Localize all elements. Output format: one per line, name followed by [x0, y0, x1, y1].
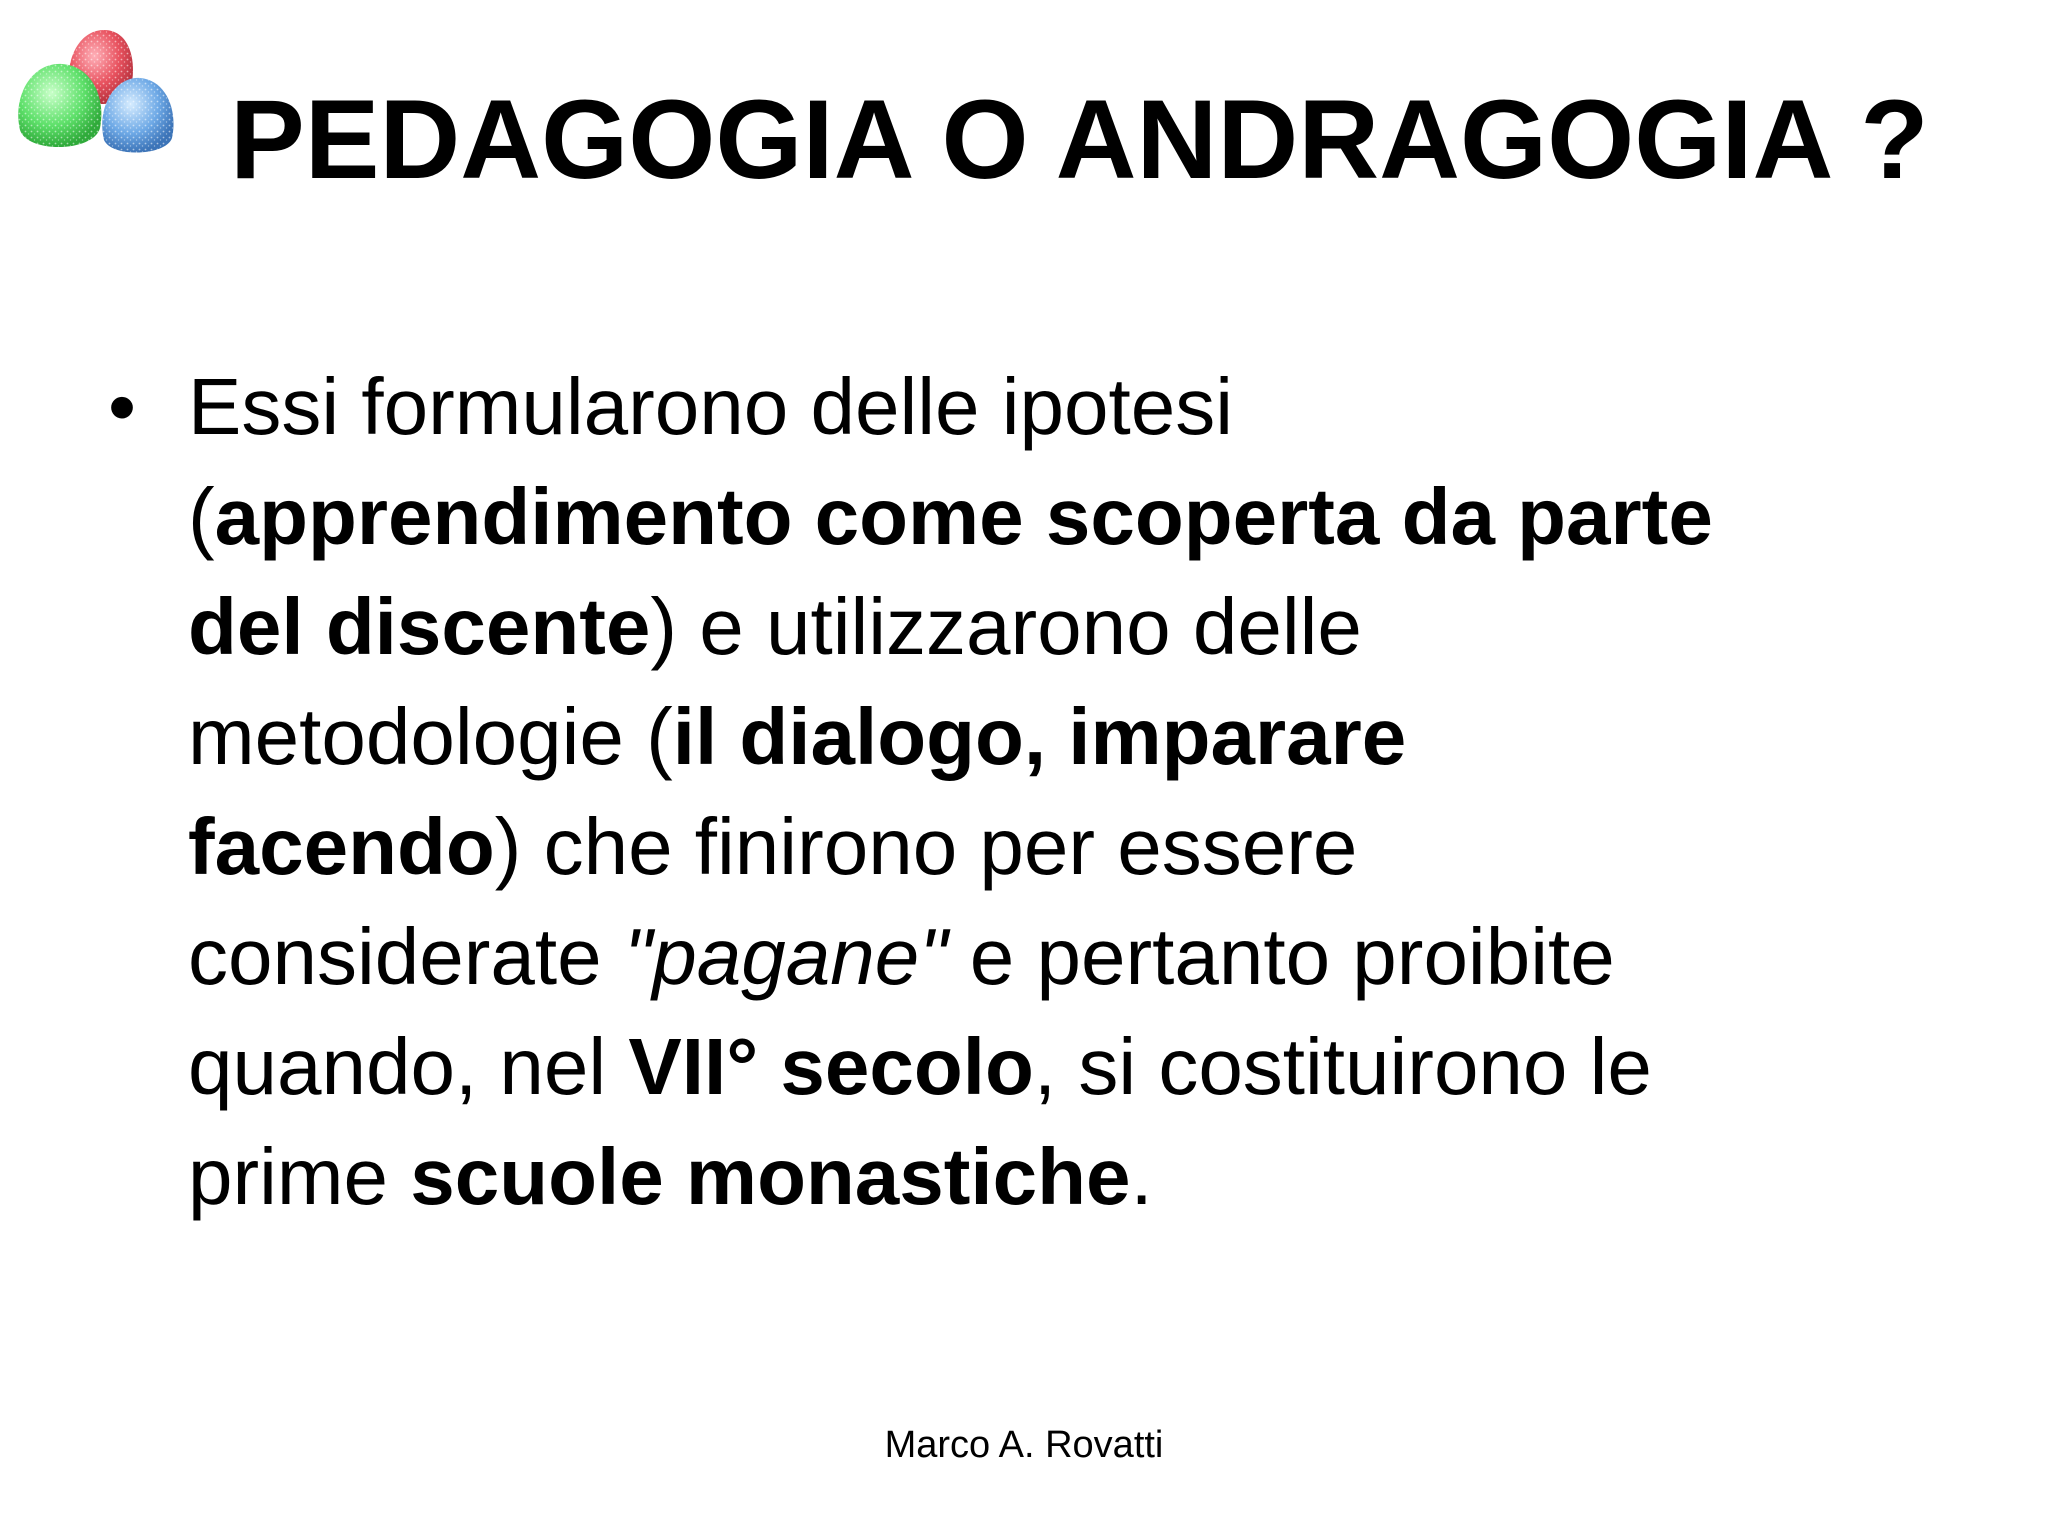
bullet-item	[100, 352, 1960, 1232]
body-text: prime	[188, 1132, 411, 1221]
body-bold-text: scuole monastiche	[410, 1132, 1131, 1221]
body-line-4	[188, 682, 1958, 792]
body-line-7	[188, 1012, 1958, 1122]
slide-body	[100, 352, 1960, 1232]
body-bold-text: del discente	[188, 582, 651, 671]
body-text: (	[188, 472, 215, 561]
slide-title: PEDAGOGIA O ANDRAGOGIA ?	[230, 77, 1929, 202]
body-bold-text: apprendimento come scoperta da parte	[214, 472, 1713, 561]
body-line-6	[188, 902, 1958, 1012]
bullet-text	[188, 352, 1958, 1232]
body-text: quando, nel	[188, 1022, 629, 1111]
body-bold-text: il dialogo, imparare	[672, 692, 1407, 781]
body-text: ) che finirono per essere	[494, 802, 1358, 891]
body-text: considerate	[188, 912, 624, 1001]
body-text: , si costituirono le	[1033, 1022, 1652, 1111]
body-text: e pertanto proibite	[947, 912, 1615, 1001]
body-bold-text: facendo	[188, 802, 495, 891]
body-line-8	[188, 1122, 1958, 1232]
bullet-marker: •	[108, 362, 137, 451]
gumdrops-logo-icon	[12, 22, 182, 162]
body-bold-text: VII° secolo	[628, 1022, 1034, 1111]
body-text: metodologie (	[188, 692, 673, 781]
body-italic-text: "pagane"	[623, 912, 948, 1001]
slide-footer-author: Marco A. Rovatti	[884, 1424, 1164, 1466]
body-line-1	[188, 352, 1958, 462]
body-line-3	[188, 572, 1958, 682]
body-line-2	[188, 462, 1958, 572]
body-text: Essi formularono delle ipotesi	[188, 362, 1233, 451]
body-text: ) e utilizzarono delle	[650, 582, 1362, 671]
body-line-5	[188, 792, 1958, 902]
body-text: .	[1130, 1132, 1153, 1221]
